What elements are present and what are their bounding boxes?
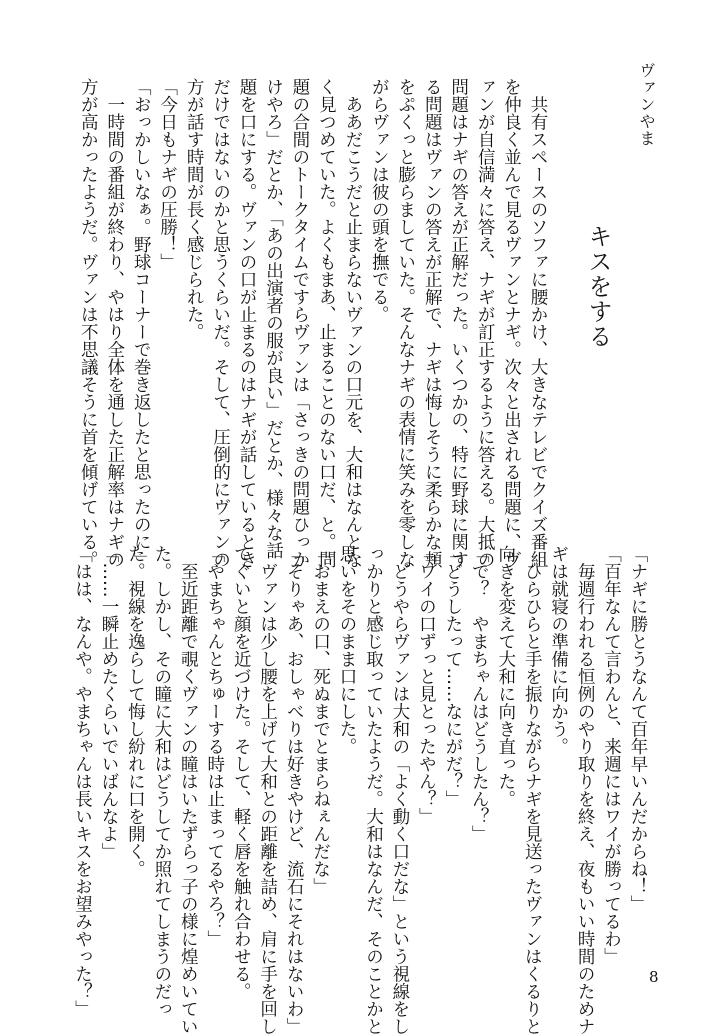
text-column: をぷくっと膨らましていた。そんなナギの表情に笑みを零しな [395,78,416,568]
text-column: 方が高かったようだ。ヴァンは不思議そうに首を傾げている。 [78,78,99,568]
text-column: ァンが自信満々に答え、ナギが訂正するように答える。大抵の [475,78,496,568]
text-column: ヴァンは少し腰を上げて大和との距離を詰め、肩に手を回し [257,545,278,1035]
text-column: 「はは、なんや。やまちゃんは長いキスをお望みやった？」 [72,545,93,1018]
text-column: ギは就寝の準備に向かう。 [548,545,569,755]
text-column: た。視線を逸らして悔し紛れに口を開く。 [125,545,146,878]
text-column: 「どうしたって……なにがだ？」 [442,545,463,808]
text-column: だけではないのかと思うくらいだ。そして、圧倒的にヴァンの [210,78,231,568]
text-column: 毎週行われる恒例のやり取りを終え、夜もいい時間のためナ [575,545,596,1035]
text-column: 問題はナギの答えが正解だった。いくつかの、特に野球に関す [448,78,469,568]
text-column: 「で？ やまちゃんはどうしたん？」 [469,545,490,843]
text-column: 題を口にする。ヴァンの口が止まるのはナギが話しているとき [237,78,258,568]
text-column: 方が話す時間が長く感じられた。 [184,78,205,341]
author-name: ヴァンやま [637,62,656,147]
text-column: 一時間の番組が終わり、やはり全体を通した正解率はナギの [104,78,125,568]
text-column: ひらひらと手を振りながらナギを見送ったヴァンはくるりと [522,545,543,1035]
text-column: 思いをそのまま口にした。 [337,545,358,755]
story-title: キスをする [584,224,612,349]
text-column: る問題はヴァンの答えが正解で、ナギは悔しそうに柔らかな頬 [422,78,443,568]
text-column: く見つめていた。よくもまあ、止まることのない口だ、と。問 [316,78,337,568]
text-column: っかりと感じ取っていたようだ。大和はなんだ、そのことかと [363,545,384,1035]
text-column: 「……一瞬止めたくらいでいばんなよ」 [98,545,119,860]
text-column: を仲良く並んで見るヴァンとナギ。次々と出される問題に、ヴ [501,78,522,568]
bottom-tier-text [69,545,651,1035]
text-column: 共有スペースのソファに腰かけ、大きなテレビでクイズ番組 [528,78,548,568]
text-column: 「おっかしいなぁ。野球コーナーで巻き返したと思ったのに」 [131,78,152,568]
text-column: 至近距離で覗くヴァンの瞳はいたずらっ子の様に煌めいてい [178,545,199,1035]
page-number: 8 [649,968,659,986]
text-column: た。しかし、その瞳に大和はどうしてか照れてしまうのだっ [151,545,172,1018]
text-column: 題の合間のトークタイムですらヴァンは「さっきの問題ひっか [289,78,310,568]
text-column: 「そりゃあ、おしゃべりは好きやけど、流石にそれはないわ」 [284,545,305,1035]
text-column: 向きを変えて大和に向き直った。 [495,545,516,808]
text-column: 「ワイの口ずっと見とったやん？」 [416,545,437,825]
text-column: 「今日もナギの圧勝！」 [157,78,178,271]
top-tier-text [75,78,551,568]
text-column: ああだこうだと止まらないヴァンの口元を、大和はなんとな [342,78,363,568]
text-column: どうやらヴァンは大和の「よく動く口だな」という視線をし [389,545,410,1035]
text-column: 「おまえの口、死ぬまでとまらねぇんだな」 [310,545,331,895]
text-column: けやろ」だとか、「あの出演者の服が良い」だとか、様々な話 [263,78,284,560]
text-column: てぐいと顔を近づけた。そして、軽く唇を触れ合わせる。 [231,545,252,1000]
text-column: 「ナギに勝とうなんて百年早いんだからね！」 [628,545,648,913]
text-column: 「やまちゃんとちゅーする時は止まってるやろ？」 [204,545,225,948]
text-column: がらヴァンは彼の頭を撫でる。 [369,78,390,323]
text-column: 「百年なんて言わんと、来週にはワイが勝ってるわ」 [601,545,622,965]
